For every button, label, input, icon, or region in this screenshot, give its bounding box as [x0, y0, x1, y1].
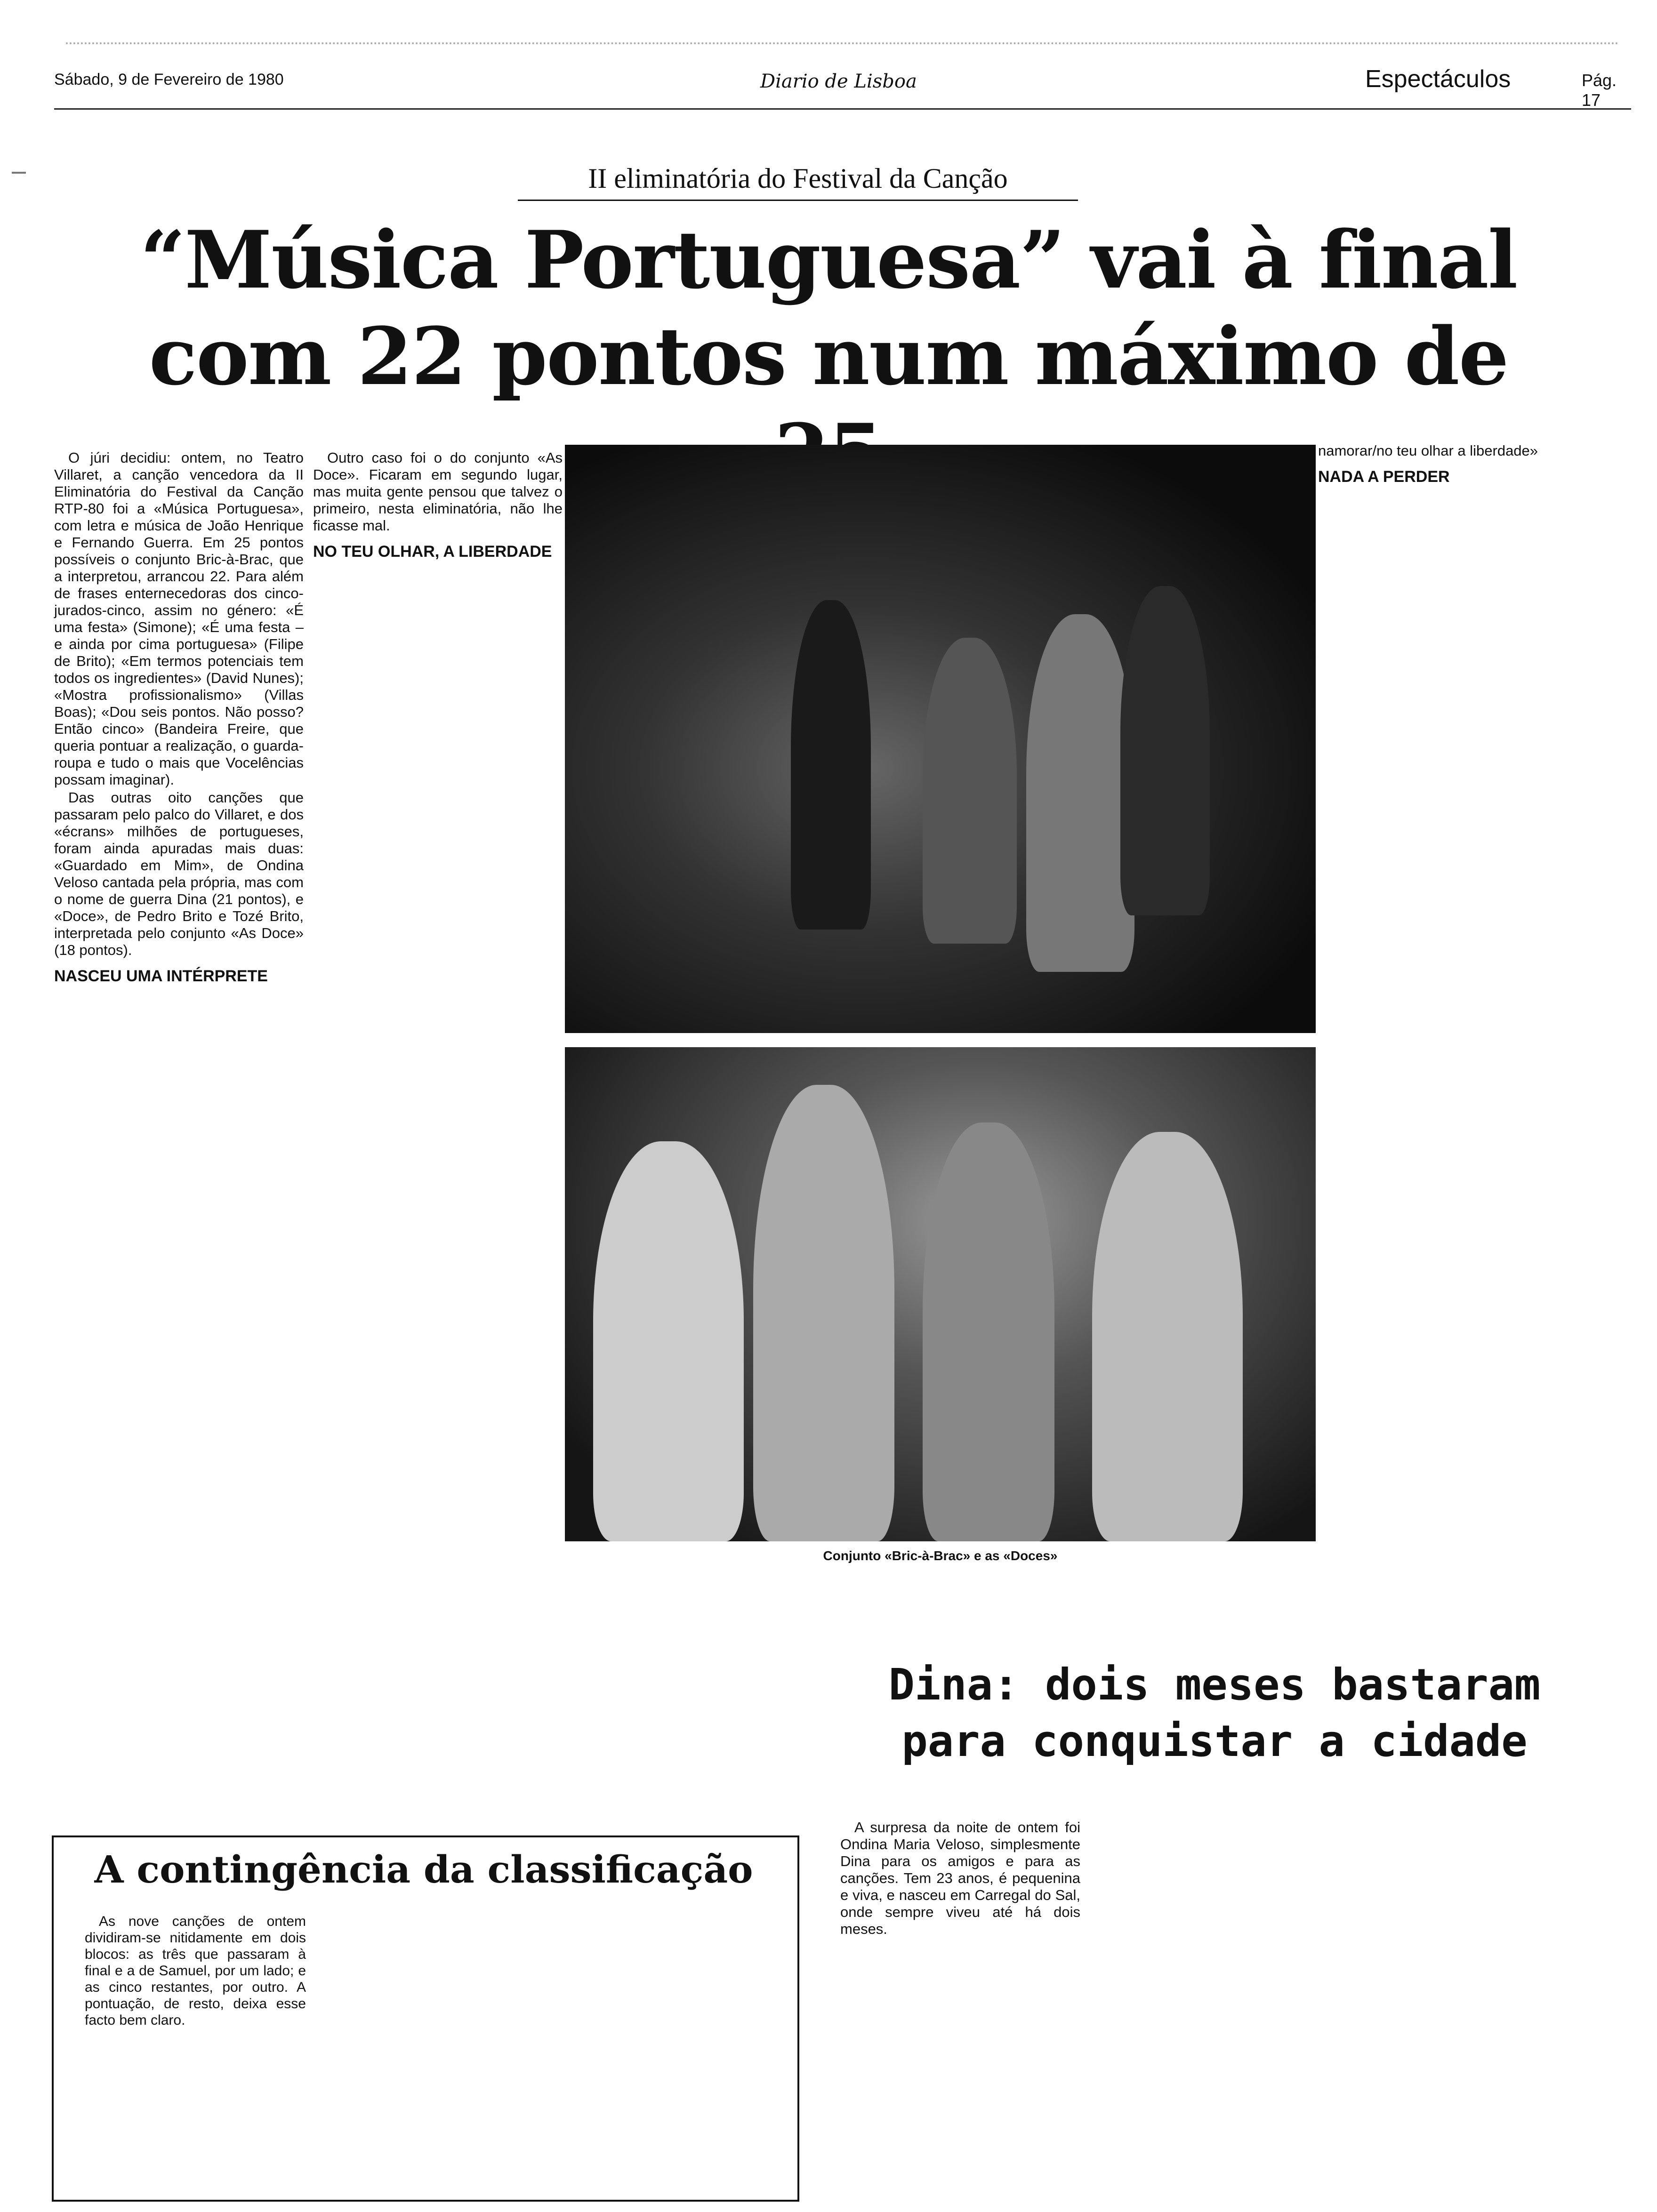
- main-headline: “Música Portuguesa” vai à final com 22 pontos num máximo de: [140, 213, 1517, 403]
- kicker: II eliminatória do Festival da Canção: [518, 162, 1078, 201]
- article-column-5: [1318, 442, 1603, 491]
- article-column-2: [313, 449, 563, 566]
- paragraph: A surpresa da noite de ontem foi Ondina Maria Veloso, simplesmente Dina para os amigos e para as canções. Tem 23 anos, é pequenina e viva, e nasceu em Carregal do Sal, onde sempre viveu até há dois meses.: [840, 1819, 1080, 1937]
- paragraph: Das outras oito canções que passaram pelo palco do Villaret, e dos «écrans» milhões de portugueses, foram ainda apuradas mais duas: «Guardado em Mim», de Ondina Veloso cantada pela própria, mas com o nome de guerra Dina (21 pontos), e «Doce», de Pedro Brito e Tozé Brito, interpretada pelo conjunto «As Doce» (18 pontos).: [54, 789, 304, 958]
- subheading: NADA A PERDER: [1318, 468, 1450, 486]
- photo-stage-performance: [565, 445, 1316, 1033]
- subheading: NO TEU OLHAR, A LIBERDADE: [313, 543, 552, 561]
- section-name: Espectáculos: [1365, 65, 1511, 93]
- margin-mark: [12, 172, 26, 174]
- paragraph: namorar/no teu olhar a liberdade»: [1318, 442, 1538, 459]
- subheading: NASCEU UMA INTÉRPRETE: [54, 967, 268, 985]
- paragraph: O júri decidiu: ontem, no Teatro Villaret, a canção vencedora da II Eliminatória do Festival da Canção RTP-80 foi a «Música Portuguesa», com letra e música de João Henrique e Fernando Guerra. Em 25 pontos possíveis o conjunto Bric-à-Brac, que a interpretou, arrancou 22. Para além de frases enternecedoras dos cinco-jurados-cinco, assim no género: «É uma festa» (Simone); «É uma festa – e ainda por cima portuguesa» (Filipe de Brito); «Em termos potenciais tem todos os ingredientes» (David Nunes); «Mostra profissionalismo» (Villas Boas); «Dou seis pontos. Não posso? Então cinco» (Bandeira Freire, que queria pontuar a realização, o guarda-roupa e tudo o mais que Vocelências possam imaginar).: [54, 449, 304, 788]
- article-column-1: [54, 449, 304, 991]
- dina-headline: Dina: dois meses bastaram para conquistar a cidade: [888, 1659, 1541, 1766]
- box-column-1: [85, 1913, 306, 2029]
- dina-column-1: [840, 1819, 1080, 1939]
- issue-date: Sábado, 9 de Fevereiro de 1980: [54, 71, 284, 88]
- photo-singers-closeup: [565, 1047, 1316, 1541]
- paragraph: As nove canções de ontem dividiram-se nitidamente em dois blocos: as três que passaram à final e a de Samuel, por um lado; e as cinco restantes, por outro. A pontuação, de resto, deixa esse facto bem claro.: [85, 1914, 306, 2028]
- page-number: Pág. 17: [1582, 71, 1617, 110]
- photo-caption: Conjunto «Bric-à-Brac» e as «Doces»: [823, 1548, 1058, 1563]
- box-title: A contingência da classificação: [94, 1847, 753, 1891]
- masthead: [54, 65, 1631, 110]
- paragraph: Outro caso foi o do conjunto «As Doce». Ficaram em segundo lugar, mas muita gente pensou que talvez o primeiro, nesta eliminatória, não lhe ficasse mal.: [313, 449, 563, 534]
- scan-artifact: [66, 42, 1619, 54]
- newspaper-name: Diario de Lisboa: [760, 71, 917, 92]
- masthead-rule: [54, 108, 1631, 110]
